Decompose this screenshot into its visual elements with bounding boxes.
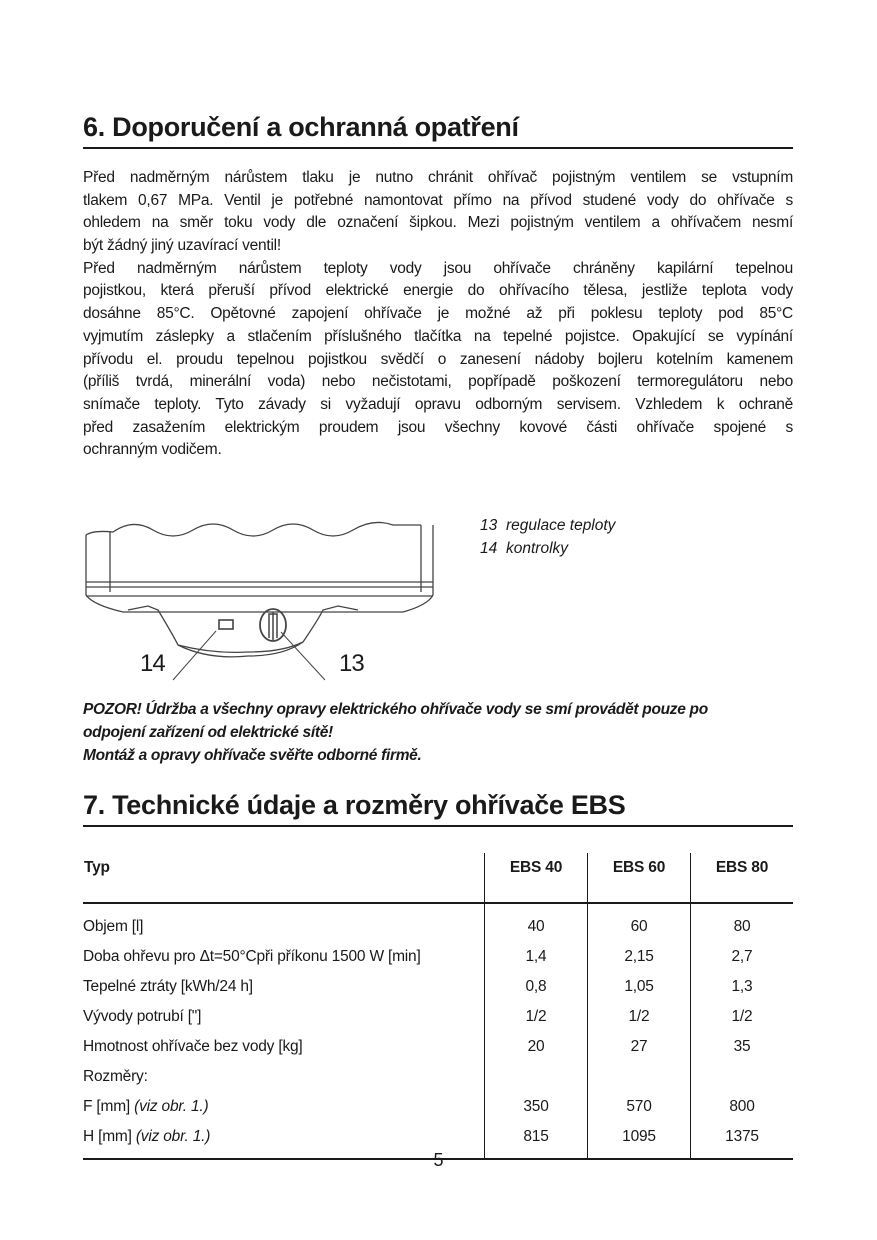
- cell-value: 570: [588, 1092, 691, 1122]
- indicator-lights-icon: [219, 620, 233, 629]
- table-row: [83, 942, 793, 972]
- table-row: [83, 1032, 793, 1062]
- legend-number: 14: [480, 540, 498, 557]
- cell-value: 2,15: [588, 942, 691, 972]
- cell-value: 35: [691, 1032, 794, 1062]
- warning-line: odpojení zařízení od elektrické sítě!: [83, 724, 333, 741]
- cell-value: 0,8: [485, 972, 588, 1002]
- warning-line: Montáž a opravy ohřívače svěřte odborné firmě.: [83, 747, 422, 764]
- cell-value: 2,7: [691, 942, 794, 972]
- cell-value: 1/2: [588, 1002, 691, 1032]
- cell-value: 1,3: [691, 972, 794, 1002]
- legend-label: regulace teploty: [506, 517, 616, 534]
- column-header-type: Typ: [83, 853, 485, 903]
- cell-value: 1/2: [485, 1002, 588, 1032]
- cell-value: 20: [485, 1032, 588, 1062]
- text-line: před zasažením elektrickým proudem jsou všechny kovové části ohřívače spojené s: [83, 418, 793, 436]
- cell-value: 80: [691, 903, 794, 942]
- cell-value: 40: [485, 903, 588, 942]
- text-line: tlakem 0,67 MPa. Ventil je potřebné namontovat přímo na přívod studené vody do ohřívače s: [83, 191, 793, 209]
- cell-value: 1095: [588, 1122, 691, 1159]
- row-label: Tepelné ztráty [kWh/24 h]: [83, 978, 253, 995]
- legend-item: [480, 514, 615, 537]
- legend-number: 13: [480, 517, 498, 534]
- callout-13: 13: [339, 650, 364, 677]
- cell-value: 27: [588, 1032, 691, 1062]
- page-number: 5: [433, 1150, 444, 1170]
- text-line: přívodu el. proudu tepelnou pojistkou svědčí o zanesení nádoby bojleru kotelním kamenem: [83, 350, 793, 368]
- row-label: Rozměry:: [83, 1068, 148, 1085]
- text-line: ohledem na směr toku vody dle označení šipkou. Mezi pojistným ventilem a ohřívačem nesmí: [83, 214, 793, 232]
- row-label: Doba ohřevu pro Δt=50°Cpři příkonu 1500 W [min]: [83, 948, 421, 965]
- text-line: dosáhne 85°C. Opětovné zapojení ohřívače je možné až při poklesu teploty pod 85°C: [83, 305, 793, 323]
- section-7-heading: 7. Technické údaje a rozměry ohřívače EBS: [83, 790, 793, 827]
- table-header-row: [83, 853, 793, 903]
- legend-item: [480, 537, 615, 560]
- table-row: [83, 972, 793, 1002]
- table-row: [83, 1062, 793, 1092]
- cell-value: 1375: [691, 1122, 794, 1159]
- table-row: [83, 903, 793, 942]
- cell-value: 1/2: [691, 1002, 794, 1032]
- cell-value: 1,05: [588, 972, 691, 1002]
- column-header-ebs60: EBS 60: [588, 853, 691, 903]
- row-label: F [mm] (viz obr. 1.): [83, 1098, 209, 1115]
- text-line: Před nadměrným nárůstem teploty vody jsou ohřívače chráněny kapilární tepelnou: [83, 259, 793, 277]
- text-line: (příliš tvrdá, minerální voda) nebo nečistotami, popřípadě poškození termoregulátoru nebo: [83, 373, 793, 391]
- cell-value: 60: [588, 903, 691, 942]
- safety-warning: [83, 698, 803, 767]
- table-row: [83, 1002, 793, 1032]
- cell-value: 800: [691, 1092, 794, 1122]
- cell-value: [588, 1062, 691, 1092]
- column-header-ebs80: EBS 80: [691, 853, 794, 903]
- cell-value: 815: [485, 1122, 588, 1159]
- row-label: Hmotnost ohřívače bez vody [kg]: [83, 1038, 303, 1055]
- technical-data-table: [83, 853, 793, 1160]
- text-line: pojistkou, která přeruší přívod elektrické energie do ohřívacího tělesa, jestliže teplota vody: [83, 282, 793, 300]
- cell-value: 1,4: [485, 942, 588, 972]
- cell-value: 350: [485, 1092, 588, 1122]
- row-label: Vývody potrubí ["]: [83, 1008, 202, 1025]
- cell-value: [691, 1062, 794, 1092]
- column-header-ebs40: EBS 40: [485, 853, 588, 903]
- legend-label: kontrolky: [506, 540, 569, 557]
- text-line: ochranným vodičem.: [83, 441, 222, 459]
- text-line: být žádný jiný uzavírací ventil!: [83, 237, 281, 255]
- paragraph-pressure-valve: [83, 167, 793, 462]
- table-row: [83, 1092, 793, 1122]
- figure-legend: [480, 514, 615, 560]
- row-label: Objem [l]: [83, 918, 144, 935]
- heater-bottom-diagram: [83, 510, 443, 685]
- callout-14: 14: [140, 650, 165, 677]
- row-label: H [mm] (viz obr. 1.): [83, 1122, 485, 1159]
- text-line: Před nadměrným nárůstem tlaku je nutno chránit ohřívač pojistným ventilem se vstupním: [83, 169, 793, 186]
- text-line: vyjmutím záslepky a stlačením příslušného tlačítka na tepelné pojistce. Opakující se vypínání: [83, 327, 793, 345]
- text-line: snímače teploty. Tyto závady si vyžadují opravu odborným servisem. Vzhledem k ochraně: [83, 395, 793, 413]
- section-6-heading: 6. Doporučení a ochranná opatření: [83, 112, 793, 149]
- warning-line: POZOR! Údržba a všechny opravy elektrického ohřívače vody se smí provádět pouze po: [83, 701, 708, 718]
- cell-value: [485, 1062, 588, 1092]
